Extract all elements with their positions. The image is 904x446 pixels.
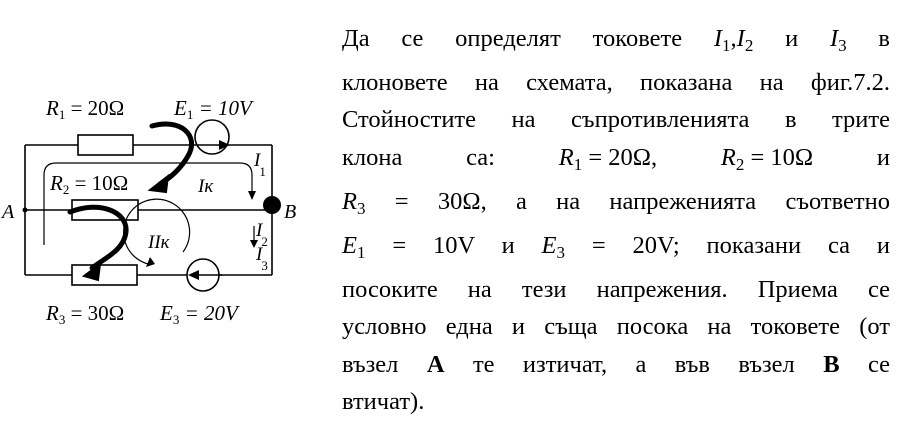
label-node-b: B xyxy=(284,201,297,223)
loop-i-arrowhead xyxy=(248,191,256,200)
label-e1: E1 = 10V xyxy=(174,96,252,122)
handdrawn-arrow-upper xyxy=(150,124,192,192)
problem-statement xyxy=(342,20,890,420)
label-e3: E3 = 20V xyxy=(160,301,238,327)
resistor-r3 xyxy=(72,265,137,285)
node-a-dot xyxy=(23,208,28,213)
problem-line-9: възел A те изтичат, а във възел B се xyxy=(342,350,891,378)
loop-ii-arrowhead xyxy=(146,257,155,267)
circuit-diagram xyxy=(0,0,330,340)
label-node-a: A xyxy=(2,201,15,223)
circuit-wires xyxy=(25,145,272,275)
resistor-r1 xyxy=(78,135,133,155)
problem-line-3: Стойностите на съпротивленията в трите xyxy=(342,106,890,134)
problem-line-8: условно една и съща посока на токовете (от xyxy=(342,313,890,341)
label-r1: R1 = 20Ω xyxy=(46,96,125,122)
problem-line-4: клона са: $R_1 = 20\Omega$, $R_2 = 10\Omega$ и xyxy=(342,143,891,174)
source-e3 xyxy=(187,259,222,291)
problem-line-1: Да се определят токовете $I_1,I_2$ и $I_3$ в xyxy=(342,25,890,55)
source-e1 xyxy=(195,120,230,154)
label-r3: R3 = 30Ω xyxy=(46,301,125,327)
node-b-dot xyxy=(263,196,281,214)
label-r2: R2 = 10Ω xyxy=(50,171,129,197)
problem-line-2: клоновете на схемата, показана на фиг.7.2. xyxy=(342,69,890,97)
label-i3: I3 xyxy=(256,244,268,273)
problem-line-5: $R_3 = 30\Omega$, а на напреженията съответно xyxy=(342,187,891,218)
label-i1: I1 xyxy=(254,150,266,179)
problem-line-7: посоките на тези напрежения. Приема се xyxy=(342,276,890,304)
label-i2: I2 xyxy=(256,220,268,249)
problem-line-10: втичат). xyxy=(342,387,425,415)
label-loop-ii: IIк xyxy=(148,232,170,253)
label-loop-i: Iк xyxy=(198,176,214,197)
problem-line-6: $E_1 = 10V$ и $E_3 = 20V$; показани са и xyxy=(342,232,890,263)
